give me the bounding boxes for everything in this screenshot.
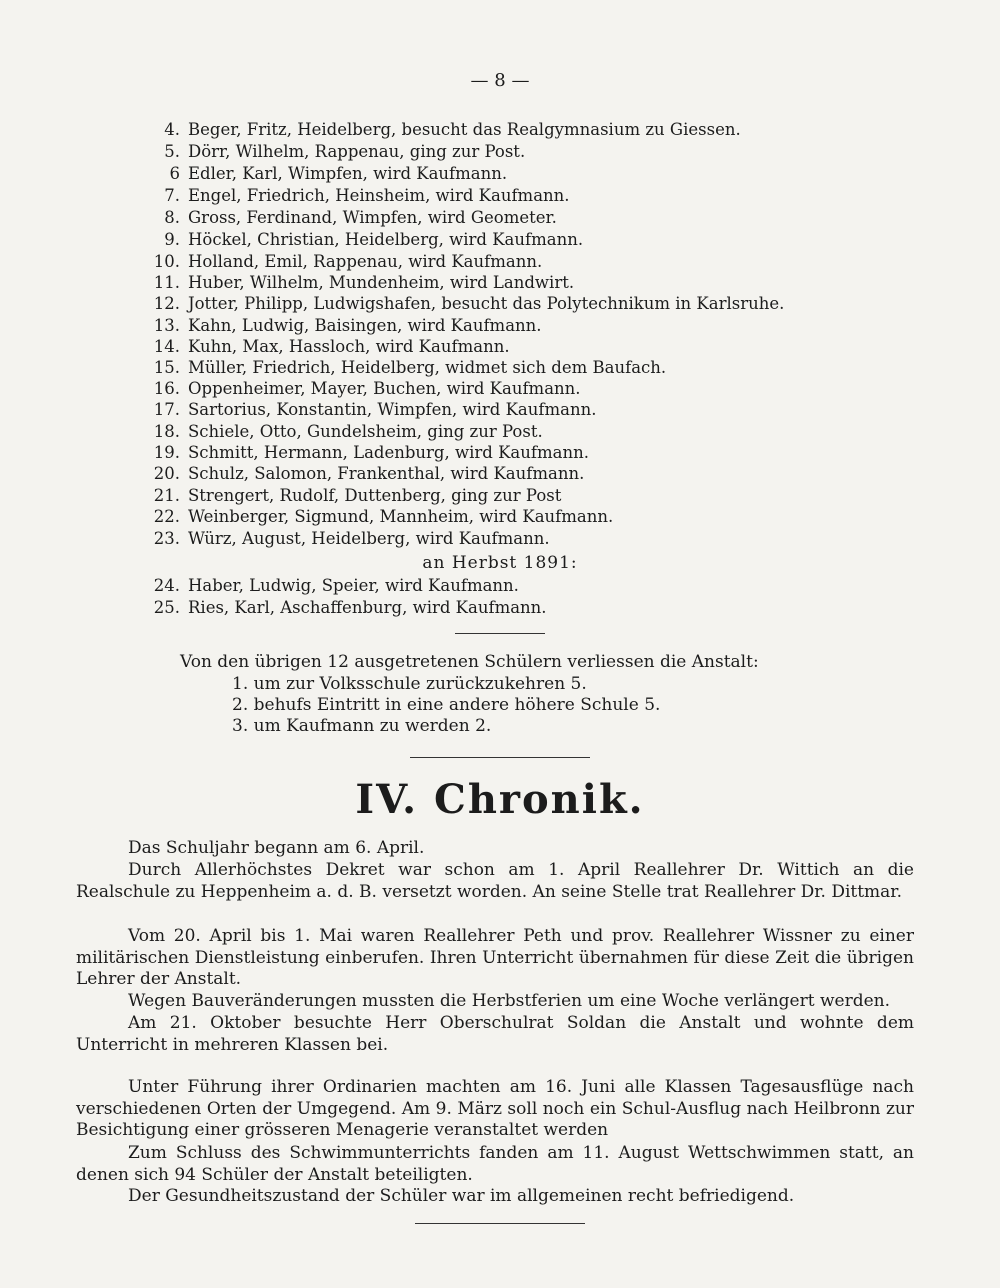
list-item: 4. Beger, Fritz, Heidelberg, besucht das Realgymnasium zu Giessen. bbox=[164, 120, 741, 139]
divider bbox=[455, 633, 545, 634]
section-title: IV. Chronik. bbox=[355, 776, 645, 823]
list-item: 19. Schmitt, Hermann, Ladenburg, wird Kaufmann. bbox=[153, 443, 589, 462]
paragraph: Unter Führung ihrer Ordinarien machten am 16. Juni alle Klassen Tagesausflüge nach verschiedenen Orten der Umgegend. Am 9. März soll noch ein Schul-Ausflug nach Heilbronn zur Besichtigung einer grösseren Menagerie veranstaltet werden bbox=[76, 1077, 914, 1140]
list-item: 14. Kuhn, Max, Hassloch, wird Kaufmann. bbox=[153, 337, 510, 356]
paragraph: Wegen Bauveränderungen mussten die Herbstferien um eine Woche verlängert werden. bbox=[128, 991, 891, 1011]
divider bbox=[410, 757, 590, 758]
list-item: 13. Kahn, Ludwig, Baisingen, wird Kaufmann. bbox=[153, 316, 542, 335]
list-item: 9. Höckel, Christian, Heidelberg, wird Kaufmann. bbox=[164, 230, 584, 249]
autumn-heading: an Herbst 1891: bbox=[422, 553, 578, 573]
list-item: 17. Sartorius, Konstantin, Wimpfen, wird Kaufmann. bbox=[153, 400, 597, 419]
list-item: 24. Haber, Ludwig, Speier, wird Kaufmann. bbox=[153, 576, 519, 595]
list-item: 1. um zur Volksschule zurückzukehren 5. bbox=[232, 674, 587, 694]
list-item: 25. Ries, Karl, Aschaffenburg, wird Kaufmann. bbox=[153, 598, 547, 617]
list-item: 12. Jotter, Philipp, Ludwigshafen, besucht das Polytechnikum in Karlsruhe. bbox=[153, 294, 785, 313]
divider bbox=[415, 1223, 585, 1224]
list-item: 7. Engel, Friedrich, Heinsheim, wird Kaufmann. bbox=[164, 186, 570, 205]
list-item: 21. Strengert, Rudolf, Duttenberg, ging zur Post bbox=[153, 486, 562, 505]
list-item: 10. Holland, Emil, Rappenau, wird Kaufmann. bbox=[153, 252, 543, 271]
page-number: — 8 — bbox=[470, 70, 530, 91]
list-item: 18. Schiele, Otto, Gundelsheim, ging zur Post. bbox=[153, 422, 543, 441]
list-item: 20. Schulz, Salomon, Frankenthal, wird Kaufmann. bbox=[153, 464, 585, 483]
paragraph: Durch Allerhöchstes Dekret war schon am 1. April Reallehrer Dr. Wittich an die Realschule zu Heppenheim a. d. B. versetzt worden. An seine Stelle trat Reallehrer Dr. Dittmar. bbox=[76, 860, 914, 902]
list-item: 5. Dörr, Wilhelm, Rappenau, ging zur Post. bbox=[164, 142, 526, 161]
paragraph: Zum Schluss des Schwimmunterrichts fanden am 11. August Wettschwimmen statt, an denen sich 94 Schüler der Anstalt beteiligten. bbox=[76, 1143, 914, 1185]
list-item: 8. Gross, Ferdinand, Wimpfen, wird Geometer. bbox=[164, 208, 557, 227]
list-item: 15. Müller, Friedrich, Heidelberg, widmet sich dem Baufach. bbox=[153, 358, 667, 377]
remaining-intro: Von den übrigen 12 ausgetretenen Schülern verliessen die Anstalt: bbox=[180, 652, 759, 672]
list-item: 16. Oppenheimer, Mayer, Buchen, wird Kaufmann. bbox=[153, 379, 581, 398]
list-item: 6 Edler, Karl, Wimpfen, wird Kaufmann. bbox=[169, 164, 508, 183]
list-item: 22. Weinberger, Sigmund, Mannheim, wird Kaufmann. bbox=[153, 507, 614, 526]
paragraph: Am 21. Oktober besuchte Herr Oberschulrat Soldan die Anstalt und wohnte dem Unterricht in mehreren Klassen bei. bbox=[76, 1013, 914, 1055]
paragraph: Der Gesundheitszustand der Schüler war im allgemeinen recht befriedigend. bbox=[128, 1186, 795, 1206]
list-item: 3. um Kaufmann zu werden 2. bbox=[232, 716, 492, 736]
list-item: 23. Würz, August, Heidelberg, wird Kaufmann. bbox=[153, 529, 550, 548]
list-item: 2. behufs Eintritt in eine andere höhere Schule 5. bbox=[232, 695, 661, 715]
paragraph: Das Schuljahr begann am 6. April. bbox=[128, 838, 425, 858]
list-item: 11. Huber, Wilhelm, Mundenheim, wird Landwirt. bbox=[153, 273, 575, 292]
paragraph: Vom 20. April bis 1. Mai waren Reallehrer Peth und prov. Reallehrer Wissner zu einer militärischen Dienstleistung einberufen. Ihren Unterricht übernahmen für diese Zeit die übrigen Lehrer der Anstalt. bbox=[76, 926, 914, 989]
